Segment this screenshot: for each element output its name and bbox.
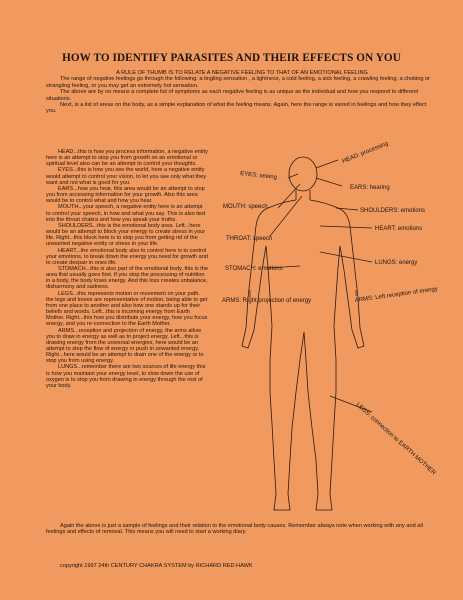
- copyright-notice: copyright 1997 24th CENTURY CHAKRA SYSTEM by RICHARD RED HAWK: [60, 563, 253, 569]
- eyes-description: EYES...this is how you see the world, here a negative entity would attempt to control your vision, to let you see only what they want and not what is good for you.: [46, 167, 207, 186]
- label-head: HEAD: processing: [341, 140, 390, 165]
- intro-paragraph: The range of negative feelings go through the following: a tingling sensation , a lightness, a cold feeling, a sick feeling, a crawling feeling, a choking or strangling feeling, or you may get an extremely hot sensation.: [46, 76, 431, 89]
- label-throat: THROAT: speech: [226, 236, 273, 242]
- label-mouth: MOUTH: speech: [223, 204, 268, 210]
- pointer-arrows: [250, 160, 372, 412]
- ears-description: EARS...how you hear, this area would be an attempt to stop you from accessing information for your growth. Also this area would be to control what and how you hear.: [46, 185, 205, 205]
- head-description: HEAD...this is how you process information, a negative entity here is an attempt to stop you from growth on an emotional or spiritual level also can be an attempt to control your thoughts.: [46, 149, 208, 168]
- figure-neck: [296, 190, 310, 200]
- arrow-ears: [316, 178, 342, 186]
- label-legs: LEGS: connection to EARTH MOTHER: [354, 402, 437, 477]
- label-eyes: EYES: seeing: [239, 171, 278, 181]
- label-stomach: STOMACH: emotions: [225, 266, 283, 272]
- label-arms-left: ARMS: Left reception of energy: [354, 286, 439, 304]
- label-ears: EARS: hearing: [350, 185, 390, 191]
- shoulders-description: SHOULDERS...this is the emotional body area. Left...here would be an attempt to block your energy to create stress in your life. Right...this block here is to stop you from getting rid of the unwanted negative entity or stress in your life.: [46, 222, 206, 248]
- arrow-mouth: [278, 184, 300, 208]
- intro-rule: A RULE OF THUMB IS TO RELATE A NEGATIVE FEELING TO THAT OF AN EMOTIONAL FEELING: [116, 70, 368, 76]
- label-arms-right: ARMS: Right projection of energy: [222, 298, 312, 304]
- figure-body: [242, 200, 364, 510]
- closing-paragraph: [46, 523, 438, 536]
- lungs-description: LUNGS...remember there are two sources of life energy this is how you maintain your energy level, to slow down the use of oxygen is to stop you from drawing in energy through the rest of your body.: [46, 364, 206, 389]
- arrow-eyes: [288, 174, 298, 178]
- label-heart: HEART: emotions: [375, 226, 423, 232]
- arrow-head: [316, 160, 338, 168]
- label-shoulders: SHOULDERS: emotions: [360, 208, 426, 214]
- closing-text: Again the above is just a sample of feelings and their relation to the emotional body causes. Remember always note when working with any and all feelings and effects of removal. This means you will need to start a working diary.: [46, 523, 423, 536]
- label-lungs: LUNGS: energy: [375, 260, 418, 266]
- arrow-heart: [320, 226, 372, 228]
- arrow-lungs: [320, 252, 372, 262]
- intro-paragraph: The above are by no means a complete list of symptoms as each negative feeling is as unique as the individual and how you respond to different situations.: [46, 89, 419, 102]
- heart-description: HEART...the emotional body also to control here is to control your emotions, to break down the energy you need for growth and to create despair in ones life.: [46, 247, 208, 266]
- intro-paragraph: Next, is a list of areas on the body, as a simple explanation of what the feeling means. Again, here the range is varied in feelings and how they effect you.: [46, 102, 427, 115]
- page-title: HOW TO IDENTIFY PARASITES AND THEIR EFFECTS ON YOU: [62, 52, 401, 64]
- stomach-description: STOMACH...this is also part of the emotional body, this is the area that usually goes first. If you stop the processing of nutrition in a body, the body loses energy. And this loss creates unbalance, disharmony and sadness.: [46, 265, 208, 291]
- arms-description: ARMS...reception and projection of energy, the arms allow you to draw in energy as well as to project energy. Left...this is drawing energy from the universal energies, here would be an attempt to stop the flow of energy or push in unwanted energy. Right...here would be an attempt to drain one of the energy or to stop you from using energy.: [46, 327, 204, 365]
- figure-head: [289, 157, 317, 191]
- mouth-description: MOUTH...your speech, a negative entity here is an attempt to control your speech, in how and what you say. This is also tied into the throat chakra and how you speak your truths.: [46, 204, 206, 223]
- legs-description: LEGS...this represents motion or movement on your path. the legs and knees are representative of motion, being able to get from one place to another and also how one stands up for their beliefs and words. Left...this is incoming energy from Earth Mother. Right...this how you distribute your energy, how you focus energy, and you re-connection to the Earth Mother.: [46, 290, 208, 328]
